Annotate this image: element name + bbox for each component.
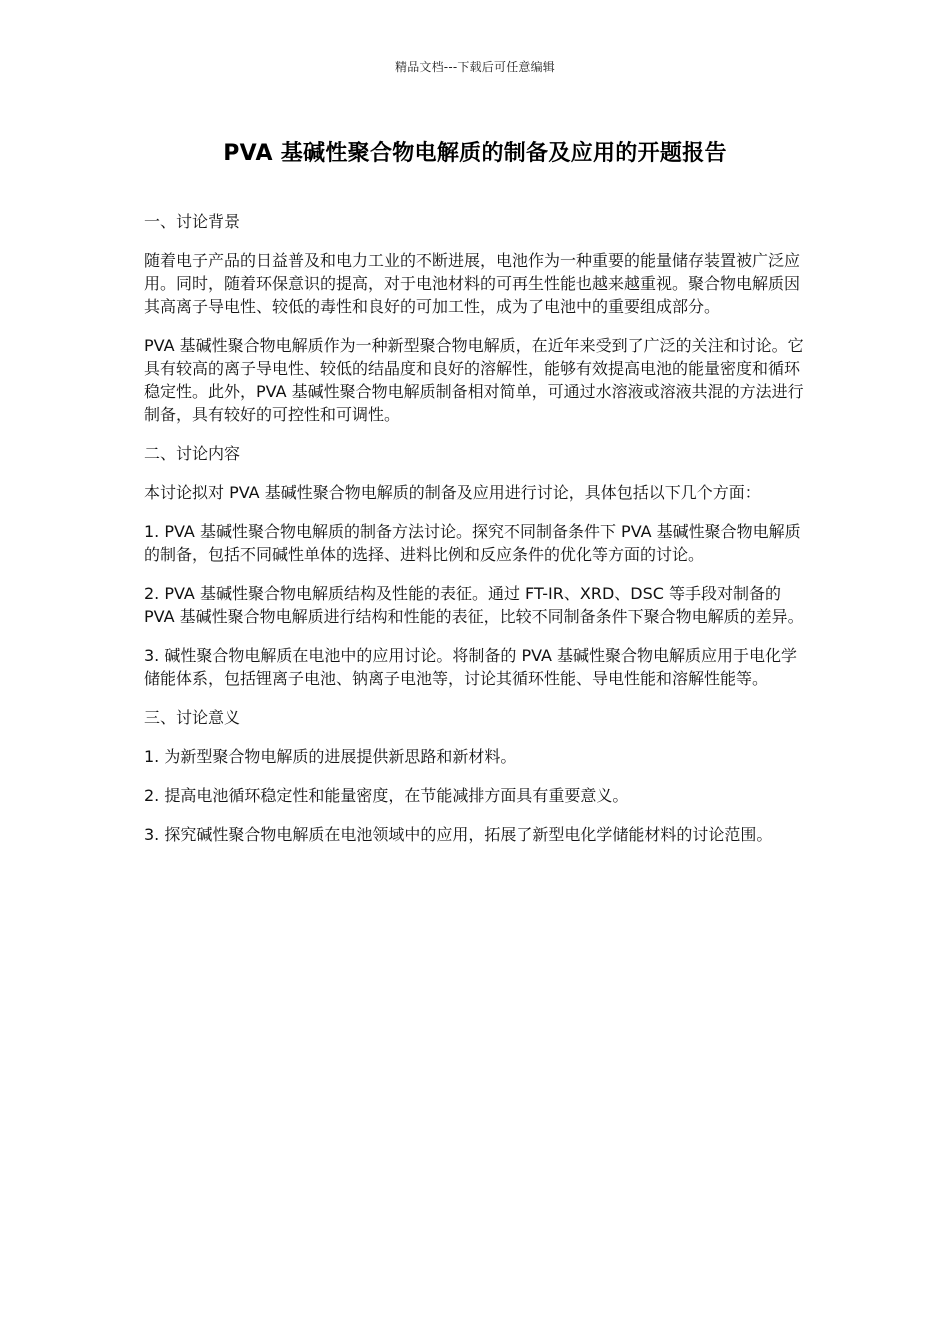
content-list-item: 3. 碱性聚合物电解质在电池中的应用讨论。将制备的 PVA 基碱性聚合物电解质应用于电化学储能体系，包括锂离子电池、钠离子电池等，讨论其循环性能、导电性能和溶解性能等。 bbox=[144, 646, 798, 688]
content-list-item: 1. PVA 基碱性聚合物电解质的制备方法讨论。探究不同制备条件下 PVA 基碱性聚合物电解质的制备，包括不同碱性单体的选择、进料比例和反应条件的优化等方面的讨论。 bbox=[144, 522, 801, 564]
background-paragraph: 随着电子产品的日益普及和电力工业的不断进展，电池作为一种重要的能量储存装置被广泛应用。同时，随着环保意识的提高，对于电池材料的可再生性能也越来越重视。聚合物电解质因其高离子导电性、较低的毒性和良好的可加工性，成为了电池中的重要组成部分。 bbox=[144, 251, 801, 316]
content-intro-paragraph: 本讨论拟对 PVA 基碱性聚合物电解质的制备及应用进行讨论，具体包括以下几个方面： bbox=[144, 483, 761, 502]
document-title: PVA 基碱性聚合物电解质的制备及应用的开题报告 bbox=[223, 141, 727, 166]
header-note: 精品文档---下载后可任意编辑 bbox=[395, 60, 555, 74]
significance-list-item: 3. 探究碱性聚合物电解质在电池领域中的应用，拓展了新型电化学储能材料的讨论范围。 bbox=[144, 825, 773, 844]
document-body bbox=[144, 210, 808, 862]
significance-list-item: 1. 为新型聚合物电解质的进展提供新思路和新材料。 bbox=[144, 747, 517, 766]
section-heading-significance: 三、讨论意义 bbox=[144, 708, 241, 727]
section-heading-background: 一、讨论背景 bbox=[144, 212, 241, 231]
background-paragraph: PVA 基碱性聚合物电解质作为一种新型聚合物电解质，在近年来受到了广泛的关注和讨论。它具有较高的离子导电性、较低的结晶度和良好的溶解性，能够有效提高电池的能量密度和循环稳定性。此外，PVA 基碱性聚合物电解质制备相对简单，可通过水溶液或溶液共混的方法进行制备，具有较好的可控性和可调性。 bbox=[144, 336, 804, 424]
section-heading-content: 二、讨论内容 bbox=[144, 444, 241, 463]
significance-list-item: 2. 提高电池循环稳定性和能量密度，在节能减排方面具有重要意义。 bbox=[144, 786, 629, 805]
content-list-item: 2. PVA 基碱性聚合物电解质结构及性能的表征。通过 FT-IR、XRD、DSC 等手段对制备的 PVA 基碱性聚合物电解质进行结构和性能的表征，比较不同制备条件下聚合物电解质的差异。 bbox=[144, 584, 804, 626]
